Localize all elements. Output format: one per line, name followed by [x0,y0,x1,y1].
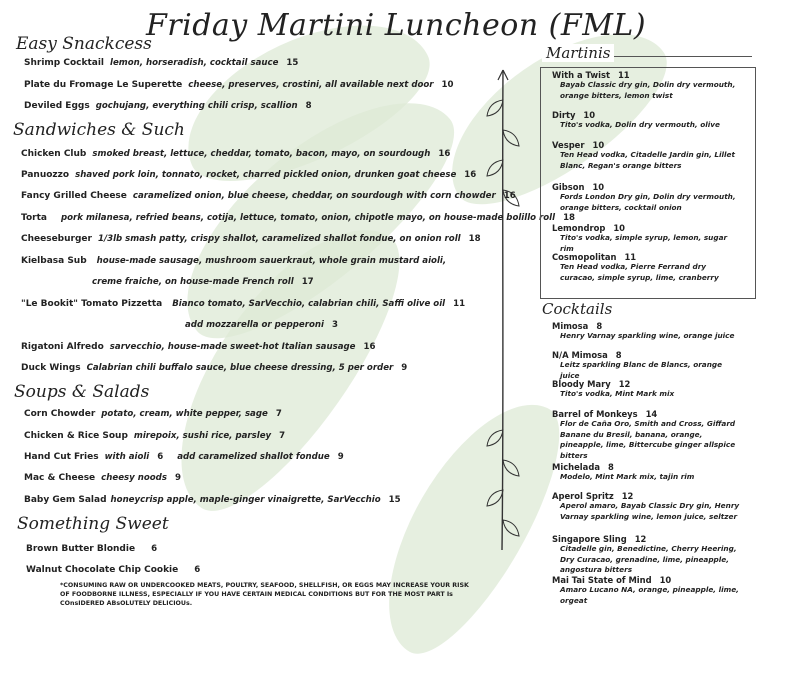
addon-price: 3 [331,320,338,330]
drink-item [552,321,742,342]
item-description: honeycrisp apple, maple-ginger vinaigrette, SarVecchio [110,495,381,505]
item-price: 9 [174,473,181,483]
item-description: gochujang, everything chili crisp, scallion [95,101,298,111]
drink-name: Aperol Spritz [552,491,614,501]
drink-item [552,462,742,483]
drink-name: N/A Mimosa [552,350,608,360]
drink-price: 8 [596,321,603,331]
item-name: Kielbasa Sub [21,256,87,266]
section-heading-sandwiches: Sandwiches & Such [13,120,185,140]
item-description: house-made sausage, mushroom sauerkraut, whole grain mustard aioli, [96,256,447,266]
drink-description: Tito's vodka, Dolin dry vermouth, olive [560,120,720,129]
item-price: 16 [438,149,451,159]
item-description: mirepoix, sushi rice, parsley [133,431,272,441]
item-description: 1/3lb smash patty, crispy shallot, caramelized shallot fondue, on onion roll [97,234,461,244]
item-name: Shrimp Cocktail [24,58,105,68]
item-description: smoked breast, lettuce, cheddar, tomato, bacon, mayo, on sourdough [92,149,431,159]
item-price: 18 [563,213,576,223]
item-description: pork milanesa, refried beans, cotija, lettuce, tomato, onion, chipotle mayo, on house-made bolillo roll [60,213,556,223]
drink-price: 10 [592,140,605,150]
drink-price: 11 [617,70,630,80]
drink-description: Tito's vodka, Mint Mark mix [560,389,675,398]
item-description: Calabrian chili buffalo sauce, blue cheese dressing, 5 per order [86,363,394,373]
menu-item [21,342,375,353]
menu-item [21,256,446,267]
page-title: Friday Martini Luncheon (FML) [145,8,647,43]
drink-name: Cosmopolitan [552,252,617,262]
drink-name: Singapore Sling [552,534,627,544]
item-description: with aioli [104,452,150,462]
item-name: Chicken & Rice Soup [24,431,128,441]
item-price: 6 [157,452,164,462]
drink-price: 8 [615,350,622,360]
menu-item [21,234,481,245]
section-heading-cocktails: Cocktails [542,300,613,318]
drink-price: 12 [634,534,647,544]
drink-name: Mimosa [552,321,589,331]
item-description: shaved pork loin, tonnato, rocket, charred pickled onion, drunken goat cheese [75,170,457,180]
item-name: Deviled Eggs [24,101,90,111]
drink-description: Modelo, Mint Mark mix, tajin rim [560,472,695,481]
item-price: 16 [503,191,516,201]
drink-item [552,252,742,283]
drink-description: Aperol amaro, Bayab Classic Dry gin, Henry Varnay sparkling wine, lemon juice, seltzer [560,501,740,521]
menu-item [21,299,465,310]
section-heading-sweet: Something Sweet [17,514,169,534]
addon-price: 9 [337,452,344,462]
menu-item [24,58,298,69]
menu-item [21,213,575,224]
menu-item [24,80,454,91]
item-price: 10 [441,80,454,90]
item-name: Duck Wings [21,363,81,373]
item-description-line2: creme fraiche, on house-made French roll [92,277,294,287]
drink-description: Tito's vodka, simple syrup, lemon, sugar rim [560,233,728,253]
drink-item [552,379,742,400]
item-price: 8 [305,101,312,111]
drink-item [552,110,742,131]
item-description: caramelized onion, blue cheese, cheddar, on sourdough with corn chowder [132,191,496,201]
item-price: 6 [194,565,201,575]
drink-name: Lemondrop [552,223,606,233]
item-price: 17 [301,277,314,287]
addon-description: add mozzarella or pepperoni [185,320,324,330]
item-name: Walnut Chocolate Chip Cookie [26,565,179,575]
drink-price: 14 [645,409,658,419]
menu-item [26,544,157,555]
menu-item [24,452,344,463]
drink-name: Mai Tai State of Mind [552,575,652,585]
item-description-continued [92,277,314,287]
item-price: 15 [286,58,299,68]
drink-description: Flor de Caña Oro, Smith and Cross, Giffard Banane du Bresil, banana, orange, pineapple, lime, Bittercube ginger allspice bitters [560,419,736,460]
item-name: Chicken Club [21,149,87,159]
menu-item [24,473,181,484]
drink-item [552,491,742,522]
drink-item [552,140,742,171]
item-price: 7 [279,431,286,441]
item-price: 16 [464,170,477,180]
branch-illustration [478,60,528,560]
item-name: Mac & Cheese [24,473,96,483]
drink-description: Leitz sparkling Blanc de Blancs, orange juice [560,360,723,380]
item-description: cheese, preserves, crostini, all available next door [188,80,434,90]
martinis-rule [604,56,752,57]
menu-item [21,191,516,202]
menu-item [21,363,407,374]
item-price: 9 [401,363,408,373]
drink-price: 10 [659,575,672,585]
drink-name: Barrel of Monkeys [552,409,638,419]
drink-description: Henry Varnay sparkling wine, orange juice [560,331,735,340]
drink-description: Amaro Lucano NA, orange, pineapple, lime, orgeat [560,585,739,605]
item-price: 16 [363,342,376,352]
drink-price: 10 [592,182,605,192]
item-name: Brown Butter Blondie [26,544,136,554]
menu-item [21,149,450,160]
item-name: "Le Bookit" Tomato Pizzetta [21,299,163,309]
drink-description: Bayab Classic dry gin, Dolin dry vermouth, orange bitters, lemon twist [560,80,736,100]
menu-item [24,431,285,442]
drink-price: 8 [607,462,614,472]
drink-price: 11 [624,252,637,262]
drink-name: Bloody Mary [552,379,611,389]
drink-price: 12 [621,491,634,501]
item-description: lemon, horseradish, cocktail sauce [110,58,279,68]
menu-item [24,101,312,112]
drink-item [552,182,742,213]
drink-name: Vesper [552,140,585,150]
allergen-footnote: *CONSUMING RAW OR UNDERCOOKED MEATS, POULTRY, SEAFOOD, SHELLFISH, OR EGGS MAY INCREASE YOUR RISK OF FOODBORNE ILLNESS, ESPECIALLY IF YOU HAVE CERTAIN MEDICAL CONDITIONS BUT FOR THE MOST PART Is COnsIDERED ABsOLUTELY DELICIOUs. [60,582,469,607]
item-name: Corn Chowder [24,409,96,419]
drink-item [552,575,742,606]
drink-item [552,534,742,576]
drink-description: Ten Head vodka, Pierre Ferrand dry curacao, simple syrup, lime, cranberry [560,262,719,282]
item-price: 18 [468,234,481,244]
menu-item [21,170,476,181]
item-name: Torta [21,213,47,223]
item-price: 6 [151,544,158,554]
item-name: Fancy Grilled Cheese [21,191,127,201]
item-price: 11 [453,299,466,309]
item-name: Cheeseburger [21,234,92,244]
item-description: sarvecchio, house-made sweet-hot Italian sausage [109,342,356,352]
drink-name: Michelada [552,462,600,472]
addon-description: add caramelized shallot fondue [177,452,330,462]
menu-item [26,565,200,576]
drink-description: Ten Head vodka, Citadelle Jardin gin, Lillet Blanc, Regan's orange bitters [560,150,735,170]
item-price: 15 [388,495,401,505]
drink-item [552,223,742,254]
drink-name: Gibson [552,182,585,192]
item-description: cheesy noods [101,473,167,483]
drink-description: Citadelle gin, Benedictine, Cherry Heering, Dry Curacao, grenadine, lime, pineapple, angostura bitters [560,544,737,574]
drink-name: With a Twist [552,70,610,80]
item-price: 7 [275,409,282,419]
drink-price: 12 [618,379,631,389]
drink-description: Fords London Dry gin, Dolin dry vermouth, orange bitters, cocktail onion [560,192,736,212]
section-heading-martinis: Martinis [542,44,614,62]
item-description: Bianco tomato, SarVecchio, calabrian chili, Saffi olive oil [172,299,446,309]
section-heading-snacks: Easy Snackcess [16,34,152,54]
menu-item [24,409,282,420]
drink-price: 10 [583,110,596,120]
item-description: potato, cream, white pepper, sage [101,409,268,419]
item-addon [185,320,338,330]
drink-item [552,70,742,101]
drink-name: Dirty [552,110,576,120]
drink-item [552,409,742,461]
item-name: Baby Gem Salad [24,495,107,505]
item-name: Rigatoni Alfredo [21,342,104,352]
item-name: Panuozzo [21,170,70,180]
drink-item [552,350,742,381]
drink-price: 10 [613,223,625,233]
item-name: Hand Cut Fries [24,452,99,462]
menu-item [24,495,401,506]
item-name: Plate du Fromage Le Superette [24,80,183,90]
section-heading-soups: Soups & Salads [14,382,150,402]
